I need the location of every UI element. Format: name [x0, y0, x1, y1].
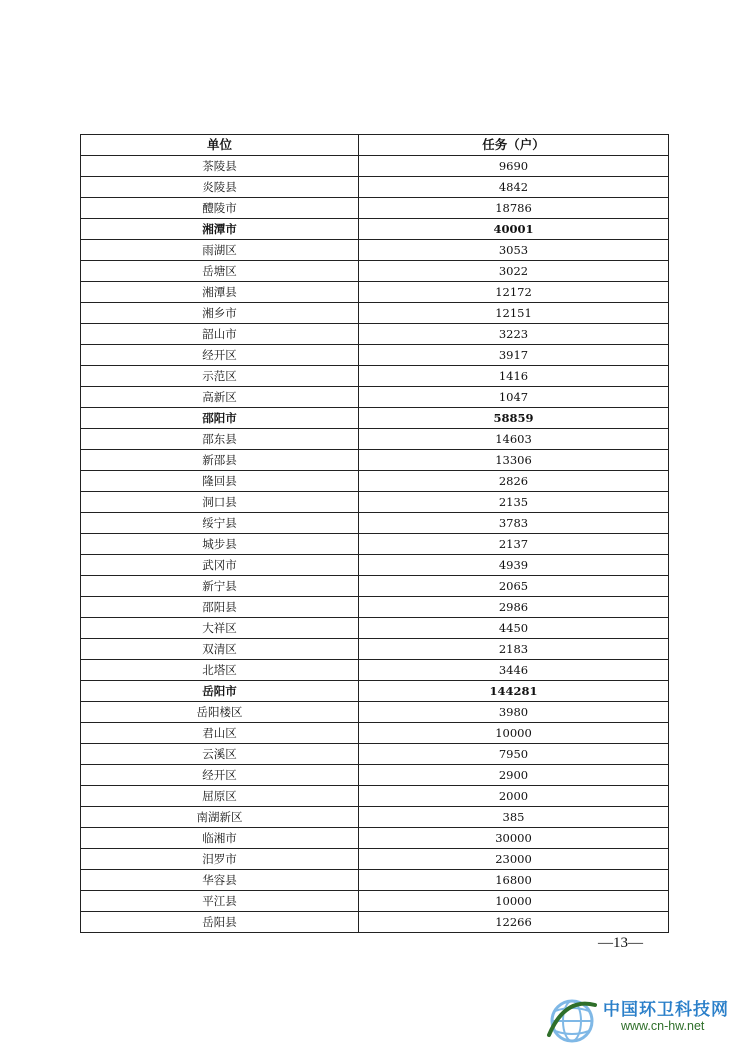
task-cell: 3446: [359, 660, 669, 681]
task-cell: 2826: [359, 471, 669, 492]
task-cell: 2900: [359, 765, 669, 786]
unit-cell: 雨湖区: [81, 240, 359, 261]
table-row: [81, 912, 669, 933]
table-row: [81, 492, 669, 513]
unit-cell: 云溪区: [81, 744, 359, 765]
table-row: [81, 156, 669, 177]
table-header-row: [81, 135, 669, 156]
table-row: [81, 345, 669, 366]
unit-cell: 高新区: [81, 387, 359, 408]
unit-cell: 湘潭市: [81, 219, 359, 240]
table-row: [81, 387, 669, 408]
task-cell: 385: [359, 807, 669, 828]
task-cell: 3980: [359, 702, 669, 723]
unit-cell: 岳阳楼区: [81, 702, 359, 723]
table-row: [81, 702, 669, 723]
table-row: [81, 261, 669, 282]
table-row: [81, 597, 669, 618]
task-cell: 12172: [359, 282, 669, 303]
table-row: [81, 534, 669, 555]
unit-cell: 示范区: [81, 366, 359, 387]
unit-cell: 屈原区: [81, 786, 359, 807]
unit-cell: 北塔区: [81, 660, 359, 681]
task-cell: 10000: [359, 891, 669, 912]
table-row: [81, 429, 669, 450]
table-row: [81, 849, 669, 870]
unit-cell: 茶陵县: [81, 156, 359, 177]
globe-logo-icon: [545, 991, 601, 1047]
unit-cell: 城步县: [81, 534, 359, 555]
watermark-logo: [545, 991, 745, 1047]
task-cell: 16800: [359, 870, 669, 891]
table-row: [81, 723, 669, 744]
task-cell: 12266: [359, 912, 669, 933]
task-cell: 30000: [359, 828, 669, 849]
table-row: [81, 324, 669, 345]
unit-cell: 洞口县: [81, 492, 359, 513]
unit-cell: 华容县: [81, 870, 359, 891]
watermark-title: 中国环卫科技网: [603, 1000, 729, 1020]
table-row: [81, 303, 669, 324]
unit-cell: 大祥区: [81, 618, 359, 639]
table-row: [81, 177, 669, 198]
unit-cell: 岳阳市: [81, 681, 359, 702]
table-row: [81, 618, 669, 639]
table-row: [81, 366, 669, 387]
unit-cell: 经开区: [81, 345, 359, 366]
table-row: [81, 744, 669, 765]
unit-cell: 隆回县: [81, 471, 359, 492]
task-cell: 4939: [359, 555, 669, 576]
task-cell: 58859: [359, 408, 669, 429]
task-cell: 40001: [359, 219, 669, 240]
unit-cell: 岳塘区: [81, 261, 359, 282]
table-row: [81, 828, 669, 849]
header-task: 任务（户）: [359, 135, 669, 156]
table-row: [81, 807, 669, 828]
task-cell: 3223: [359, 324, 669, 345]
table-row: [81, 471, 669, 492]
task-cell: 10000: [359, 723, 669, 744]
table-row: [81, 576, 669, 597]
table-body: [81, 156, 669, 933]
page-number: —13—: [598, 935, 643, 951]
table-row: [81, 513, 669, 534]
table-row: [81, 786, 669, 807]
task-cell: 2000: [359, 786, 669, 807]
task-cell: 14603: [359, 429, 669, 450]
unit-cell: 南湖新区: [81, 807, 359, 828]
unit-cell: 双清区: [81, 639, 359, 660]
task-cell: 2986: [359, 597, 669, 618]
table-row: [81, 219, 669, 240]
task-cell: 2183: [359, 639, 669, 660]
task-cell: 3783: [359, 513, 669, 534]
task-cell: 2137: [359, 534, 669, 555]
unit-cell: 邵东县: [81, 429, 359, 450]
task-cell: 2065: [359, 576, 669, 597]
unit-cell: 炎陵县: [81, 177, 359, 198]
watermark-url: www.cn-hw.net: [621, 1019, 705, 1033]
task-table: [80, 134, 669, 933]
task-cell: 2135: [359, 492, 669, 513]
table-row: [81, 198, 669, 219]
unit-cell: 邵阳县: [81, 597, 359, 618]
unit-cell: 经开区: [81, 765, 359, 786]
table-row: [81, 282, 669, 303]
table-row: [81, 555, 669, 576]
table-row: [81, 660, 669, 681]
unit-cell: 韶山市: [81, 324, 359, 345]
unit-cell: 临湘市: [81, 828, 359, 849]
task-cell: 4450: [359, 618, 669, 639]
task-cell: 7950: [359, 744, 669, 765]
task-cell: 23000: [359, 849, 669, 870]
unit-cell: 绥宁县: [81, 513, 359, 534]
table-row: [81, 450, 669, 471]
table-row: [81, 639, 669, 660]
table-row: [81, 891, 669, 912]
task-cell: 12151: [359, 303, 669, 324]
unit-cell: 醴陵市: [81, 198, 359, 219]
table-row: [81, 765, 669, 786]
header-unit: 单位: [81, 135, 359, 156]
task-cell: 3053: [359, 240, 669, 261]
task-cell: 13306: [359, 450, 669, 471]
unit-cell: 新邵县: [81, 450, 359, 471]
task-cell: 3917: [359, 345, 669, 366]
task-cell: 18786: [359, 198, 669, 219]
task-cell: 1047: [359, 387, 669, 408]
task-cell: 3022: [359, 261, 669, 282]
unit-cell: 邵阳市: [81, 408, 359, 429]
task-cell: 4842: [359, 177, 669, 198]
table-row: [81, 408, 669, 429]
unit-cell: 新宁县: [81, 576, 359, 597]
unit-cell: 君山区: [81, 723, 359, 744]
table-row: [81, 681, 669, 702]
table-row: [81, 240, 669, 261]
task-cell: 9690: [359, 156, 669, 177]
unit-cell: 岳阳县: [81, 912, 359, 933]
task-cell: 1416: [359, 366, 669, 387]
unit-cell: 汨罗市: [81, 849, 359, 870]
task-cell: 144281: [359, 681, 669, 702]
unit-cell: 武冈市: [81, 555, 359, 576]
unit-cell: 湘潭县: [81, 282, 359, 303]
table-row: [81, 870, 669, 891]
unit-cell: 湘乡市: [81, 303, 359, 324]
unit-cell: 平江县: [81, 891, 359, 912]
